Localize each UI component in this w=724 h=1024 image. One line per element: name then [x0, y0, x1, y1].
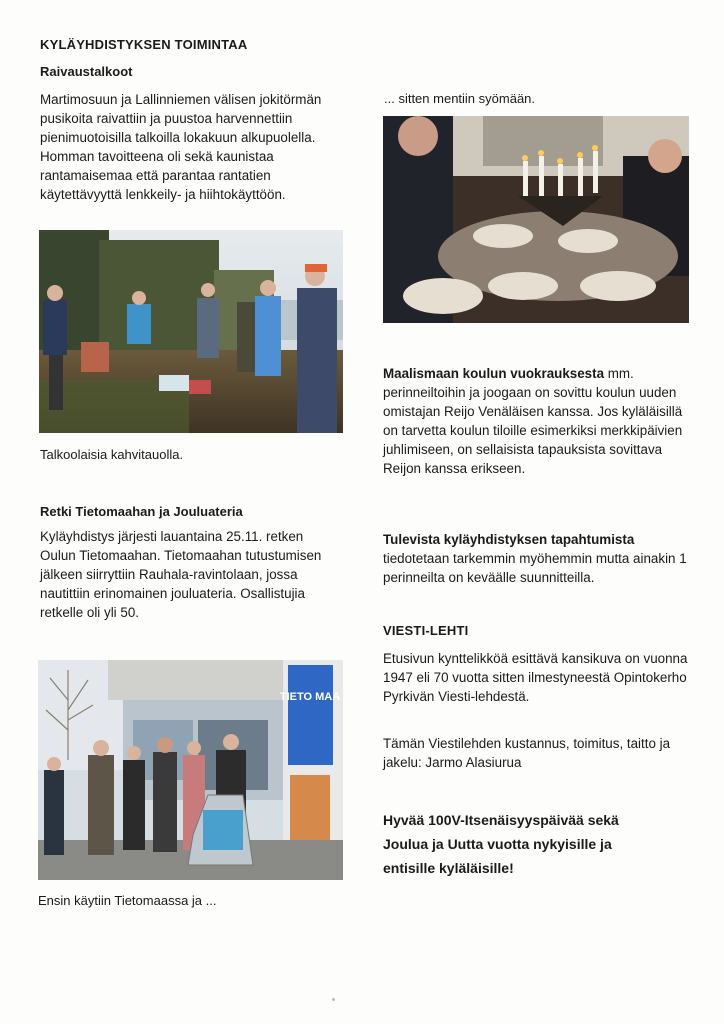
raivaus-caption: Talkoolaisia kahvitauolla.	[40, 447, 184, 462]
scan-speck	[332, 998, 335, 1001]
retki-heading: Retki Tietomaahan ja Jouluateria	[40, 504, 243, 519]
retki-caption: Ensin käytiin Tietomaassa ja ...	[38, 893, 217, 908]
raivaus-body: Martimosuun ja Lallinniemen välisen jokitörmän pusikoita raivattiin ja puustoa harvennettiin pienimuotoisilla talkoilla lokakuun alkupuolella. Homman tavoitteena oli sekä kaunistaa rantamaisemaa että parantaa rantatien käytettävyyttä lenkkeily- ja hiihtokäyttöön.	[40, 92, 322, 202]
tulevat-lead: Tulevista kyläyhdistyksen tapahtumista	[383, 532, 635, 547]
greeting: Hyvää 100V-Itsenäisyyspäivää sekä Joulua ja Uutta vuotta nykyisille ja entisille kyläläisille!	[383, 812, 619, 876]
tulevat-paragraph	[383, 530, 688, 587]
raivaus-heading: Raivaustalkoot	[40, 64, 133, 79]
tietomaa-sign-text: TIETO MAA	[279, 691, 341, 703]
koulu-paragraph	[383, 364, 688, 478]
photo-coffee-break	[39, 230, 343, 433]
koulu-lead: Maalismaan koulun vuokrauksesta	[383, 366, 605, 381]
dinner-caption: ... sitten mentiin syömään.	[384, 91, 536, 106]
photo-dinner	[383, 116, 689, 323]
photo-tietomaa-entrance	[38, 660, 343, 880]
viesti-body-2: Tämän Viestilehden kustannus, toimitus, taitto ja jakelu: Jarmo Alasiurua	[383, 736, 671, 770]
viesti-body-1: Etusivun kynttelikköä esittävä kansikuva on vuonna 1947 eli 70 vuotta sitten ilmestyneestä Opintokerho Pyrkivän Viesti-lehdestä.	[383, 651, 688, 704]
section-title: KYLÄYHDISTYKSEN TOIMINTAA	[40, 37, 248, 52]
koulu-body: mm. perinneiltoihin ja joogaan on sovittu koulun uuden omistajan Reijo Venäläisen kanssa. Jos kyläläisillä on tarvetta koulun tiloille esimerkiksi merkkipäivien juhlimiseen, on sellaisista tapauksista sovittava Reijon kanssa erikseen.	[383, 366, 683, 476]
viesti-heading: VIESTI-LEHTI	[383, 623, 469, 638]
tulevat-body: tiedotetaan tarkemmin myöhemmin mutta ainakin 1 perinneilta on keväälle suunnitteilla.	[383, 551, 687, 585]
retki-body: Kyläyhdistys järjesti lauantaina 25.11. retken Oulun Tietomaahan. Tietomaahan tutustumisen jälkeen siirryttiin Rauhala-ravintolaan, jossa nautittiin erinomainen jouluateria. Osallistujia retkelle oli yli 50.	[40, 529, 322, 620]
